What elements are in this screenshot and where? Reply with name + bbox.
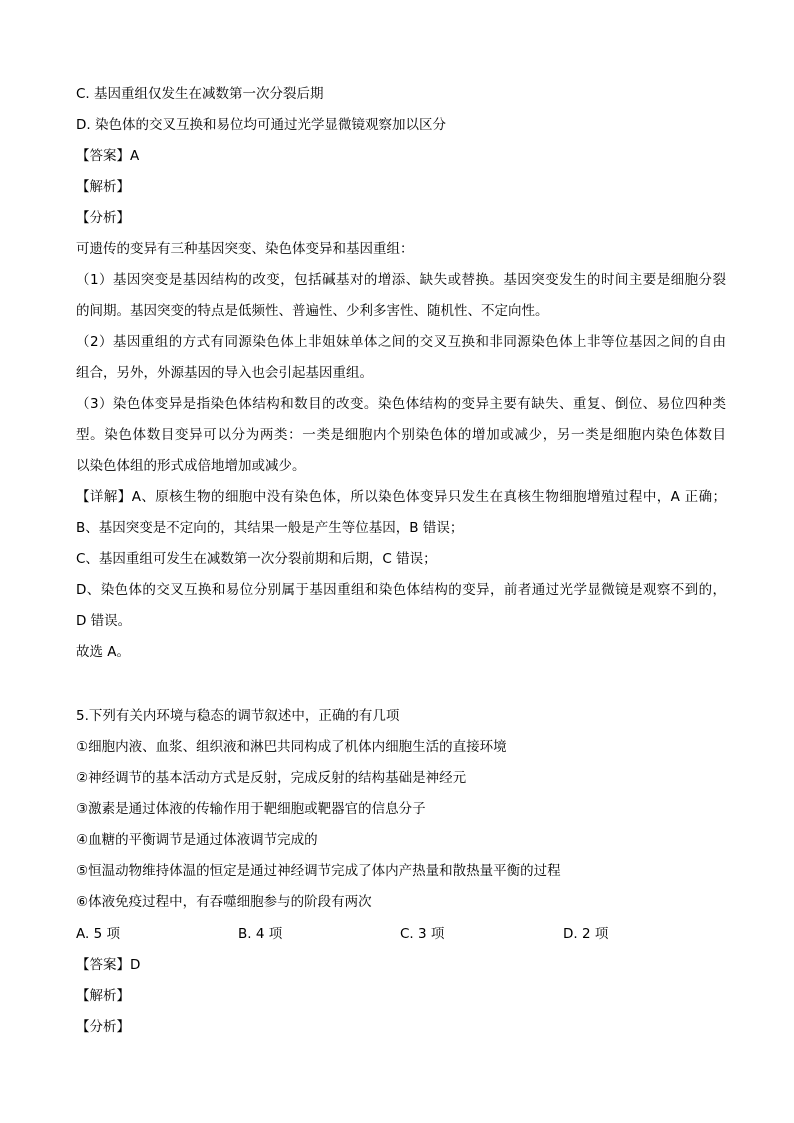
paragraph-line: （1）基因突变是基因结构的改变，包括碱基对的增添、缺失或替换。基因突变发生的时间主要是细胞分裂	[76, 272, 726, 288]
fenxi-label-q5: 【分析】	[76, 1019, 130, 1035]
paragraph-line: B、基因突变是不定向的，其结果一般是产生等位基因，B 错误；	[76, 520, 464, 536]
analysis-label-q4: 【解析】	[76, 179, 130, 195]
options-row	[76, 924, 726, 944]
paragraph-line: 【详解】A、原核生物的细胞中没有染色体，所以染色体变异只发生在真核生物细胞增殖过程中，A 正确；	[76, 489, 726, 505]
paragraph-line: 故选 A。	[76, 644, 131, 660]
statement-3: ③激素是通过体液的传输作用于靶细胞或靶器官的信息分子	[76, 801, 426, 817]
paragraph-line: 可遗传的变异有三种基因突变、染色体变异和基因重组：	[76, 241, 414, 257]
question-5-stem: 5.下列有关内环境与稳态的调节叙述中，正确的有几项	[76, 708, 400, 724]
option-c: C. 3 项	[400, 926, 445, 942]
paragraph-line: （2）基因重组的方式有同源染色体上非姐妹单体之间的交叉互换和非同源染色体上非等位基因之间的自由	[76, 334, 726, 350]
paragraph-line: 的间期。基因突变的特点是低频性、普遍性、少利多害性、随机性、不定向性。	[76, 303, 549, 319]
analysis-label-q5: 【解析】	[76, 988, 130, 1004]
answer-label-q5: 【答案】D	[76, 957, 141, 973]
paragraph-line: D、染色体的交叉互换和易位分别属于基因重组和染色体结构的变异，前者通过光学显微镜是观察不到的，	[76, 582, 726, 598]
fenxi-label-q4: 【分析】	[76, 210, 130, 226]
paragraph-line: 以染色体组的形式成倍地增加或减少。	[76, 458, 306, 474]
paragraph-line: D 错误。	[76, 613, 132, 629]
option-d: D. 2 项	[563, 926, 609, 942]
paragraph-line: （3）染色体变异是指染色体结构和数目的改变。染色体结构的变异主要有缺失、重复、倒位、易位四种类	[76, 396, 726, 412]
option-c-q4: C. 基因重组仅发生在减数第一次分裂后期	[76, 86, 324, 102]
answer-label-q4: 【答案】A	[76, 148, 140, 164]
paragraph-line: 型。染色体数目变异可以分为两类：一类是细胞内个别染色体的增加或减少，另一类是细胞内染色体数目	[76, 427, 726, 443]
statement-5: ⑤恒温动物维持体温的恒定是通过神经调节完成了体内产热量和散热量平衡的过程	[76, 863, 561, 879]
paragraph-line: C、基因重组可发生在减数第一次分裂前期和后期，C 错误；	[76, 551, 437, 567]
statement-1: ①细胞内液、血浆、组织液和淋巴共同构成了机体内细胞生活的直接环境	[76, 739, 507, 755]
option-d-q4: D. 染色体的交叉互换和易位均可通过光学显微镜观察加以区分	[76, 117, 446, 133]
statement-2: ②神经调节的基本活动方式是反射，完成反射的结构基础是神经元	[76, 770, 467, 786]
statement-6: ⑥体液免疫过程中，有吞噬细胞参与的阶段有两次	[76, 894, 372, 910]
statement-4: ④血糖的平衡调节是通过体液调节完成的	[76, 832, 318, 848]
paragraph-line: 组合，另外，外源基因的导入也会引起基因重组。	[76, 365, 373, 381]
option-b: B. 4 项	[238, 926, 283, 942]
option-a: A. 5 项	[76, 926, 120, 942]
